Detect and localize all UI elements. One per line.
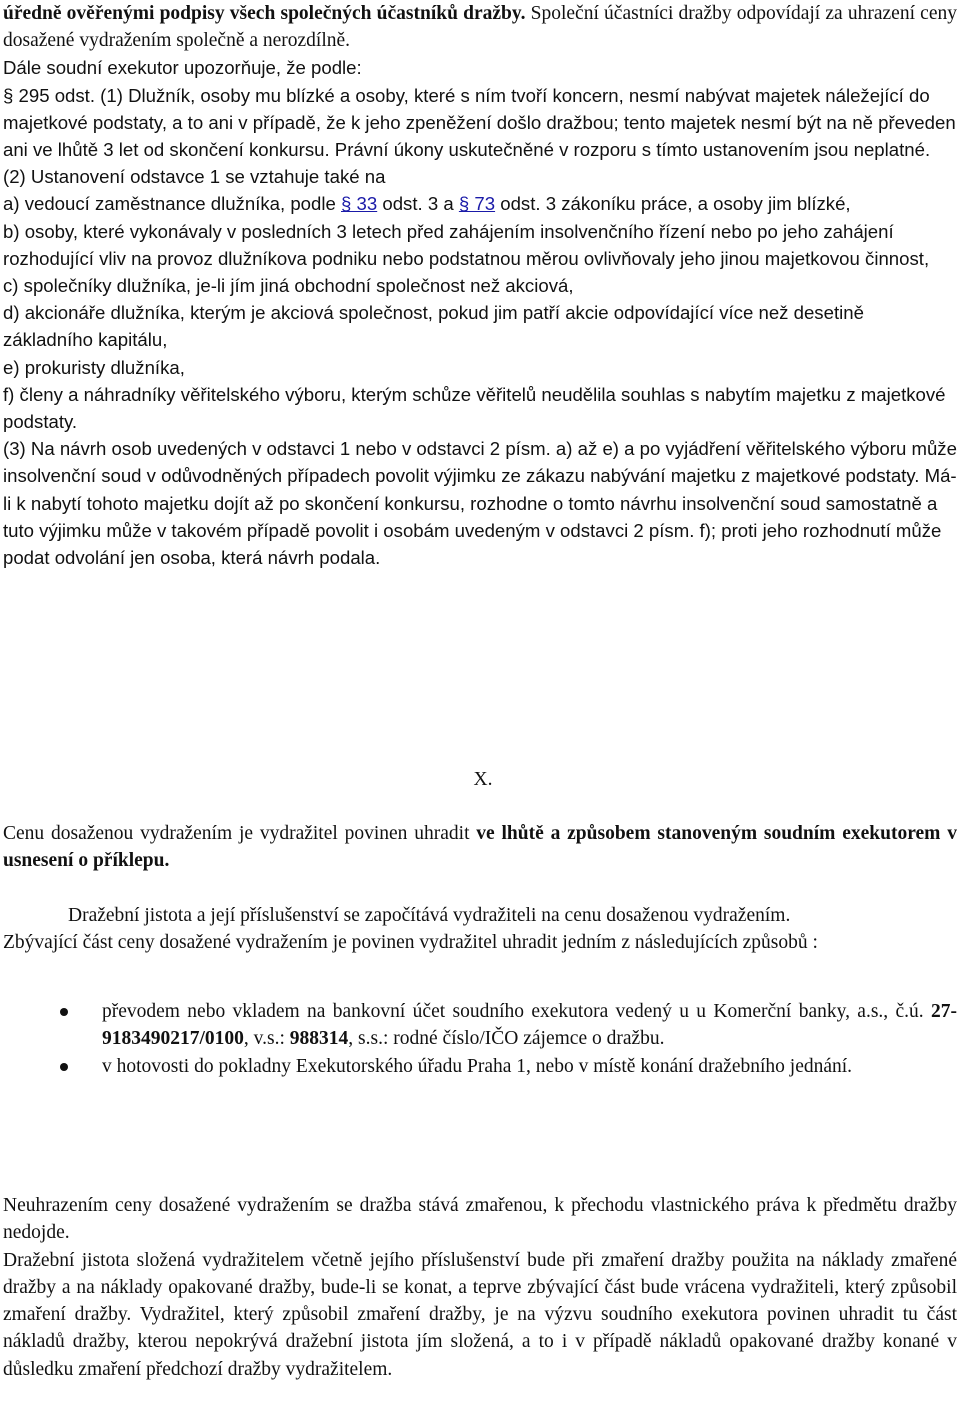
payment-option-bank-pre: převodem nebo vkladem na bankovní účet soudního exekutora vedený u u Komerční banky, a.s., č.ú. bbox=[102, 1001, 931, 1022]
remaining-price-paragraph: Zbývající část ceny dosažené vydražením je povinen vydražitel uhradit jedním z následujících způsobů : bbox=[3, 931, 818, 953]
law-item-f: f) členy a náhradníky věřitelského výboru, kterým schůze věřitelů neudělila souhlas s nabytím majetku z majetkové podstaty. bbox=[3, 383, 946, 433]
law-item-d: d) akcionáře dlužníka, kterým je akciová společnost, pokud jim patří akcie odpovídající více než desetině základního kapitálu, bbox=[3, 302, 864, 351]
law-paragraph-2: (2) Ustanovení odstavce 1 se vztahuje také na bbox=[3, 166, 386, 188]
deposit-forfeit-paragraph: Dražební jistota složená vydražitelem včetně jejího příslušenství bude při zmaření dražby použita na náklady zmařené dražby a na náklady opakované dražby, bude-li se konat, a teprve zbývající část bude vrácena vydražiteli, který způsobil zmaření dražby. Vydražitel, který způsobil zmaření dražby, je na výzvu soudního exekutora povinen uhradit tu část nákladů dražby, kterou nepokrývá dražební jistota jím složená, a to i v případě nákladů opakované dražby konané v důsledku zmaření předchozí dražby vydražitelem. bbox=[3, 1249, 957, 1380]
top-paragraph-rest: Společní účastníci dražby odpovídají za uhrazení ceny dosažené vydražením společně a nerozdílně. bbox=[3, 3, 957, 52]
law-quotation bbox=[3, 0, 957, 571]
unpaid-price-paragraph: Neuhrazením ceny dosažené vydražením se dražba stává zmařenou, k přechodu vlastnického práva k předmětu dražby nedojde. bbox=[3, 1195, 957, 1244]
payment-options-list bbox=[3, 998, 957, 1080]
law-item-e: e) prokuristy dlužníka, bbox=[3, 356, 185, 378]
law-link-33[interactable]: § 33 bbox=[341, 193, 378, 215]
closing-paragraphs bbox=[3, 1192, 957, 1383]
payment-lead-bold: ve lhůtě a způsobem stanoveným soudním exekutorem v usnesení o příklepu. bbox=[3, 823, 957, 872]
top-paragraph bbox=[3, 0, 957, 54]
law-intro: Dále soudní exekutor upozorňuje, že podle: bbox=[3, 57, 362, 79]
payment-option-bank-mid: , v.s.: bbox=[243, 1028, 290, 1050]
account-number: 27-9183490217/0100 bbox=[102, 1001, 957, 1050]
bullet-icon bbox=[60, 1008, 68, 1016]
top-paragraph-bold: úředně ověřenými podpisy všech společných účastníků dražby. bbox=[3, 3, 526, 24]
law-item-b: b) osoby, které vykonávaly v posledních 3 letech před zahájením insolvenčního řízení nebo po jeho zahájení rozhodující vliv na provoz dlužníkova podniku nebo podstatnou měrou ovlivňovaly jeho jinou majetkovou činnost, bbox=[3, 220, 930, 269]
variable-symbol: 988314 bbox=[289, 1028, 349, 1050]
payment-lead-normal: Cenu dosaženou vydražením je vydražitel povinen uhradit bbox=[3, 823, 477, 844]
payment-option-bank-post: , s.s.: rodné číslo/IČO zájemce o dražbu. bbox=[348, 1028, 665, 1050]
payment-option-cash-text: v hotovosti do pokladny Exekutorského úřadu Praha 1, nebo v místě konání dražebního jednání. bbox=[102, 1055, 853, 1077]
section-heading bbox=[3, 766, 957, 793]
law-paragraph-3: (3) Na návrh osob uvedených v odstavci 1 nebo v odstavci 2 písm. a) až e) a po vyjádření věřitelského výboru může insolvenční soud v odůvodněných případech povolit výjimku ze zákazu nabývání majetku z majetkové podstaty. Má-li k nabytí tohoto majetku dojít až po skončení konkursu, rozhodne o tomto návrhu insolvenční soud samostatně a tuto výjimku může v takovém případě povolit i osobám uvedeným v odstavci 2 písm. f); proti jeho rozhodnutí může podat odvolání jen osoba, která návrh podala. bbox=[3, 438, 957, 569]
law-item-a-post: odst. 3 zákoníku práce, a osoby jim blízké, bbox=[495, 193, 851, 215]
security-deposit-line: Dražební jistota a její příslušenství se započítává vydražiteli na cenu dosaženou vydražením. bbox=[68, 904, 791, 926]
payment-lead bbox=[3, 820, 957, 875]
law-item-a-mid: odst. 3 a bbox=[377, 193, 459, 215]
section-number: X. bbox=[473, 769, 493, 790]
law-item-c: c) společníky dlužníka, je-li jím jiná obchodní společnost než akciová, bbox=[3, 275, 574, 297]
law-item-a-pre: a) vedoucí zaměstnance dlužníka, podle bbox=[3, 193, 341, 215]
section-body bbox=[3, 820, 957, 956]
bullet-icon bbox=[60, 1063, 68, 1071]
law-link-73[interactable]: § 73 bbox=[458, 193, 496, 215]
law-item-a bbox=[3, 190, 957, 217]
payment-option-cash bbox=[3, 1053, 957, 1080]
payment-option-bank bbox=[3, 998, 957, 1053]
law-paragraph-1: § 295 odst. (1) Dlužník, osoby mu blízké a osoby, které s ním tvoří koncern, nesmí nabývat majetek náležející do majetkové podstaty, a to ani v případě, že k jeho zpeněžení došlo dražbou; tento majetek nesmí být na ně převeden ani ve lhůtě 3 let od skončení konkursu. Právní úkony uskutečněné v rozporu s tímto ustanovením jsou neplatné. bbox=[3, 84, 956, 161]
